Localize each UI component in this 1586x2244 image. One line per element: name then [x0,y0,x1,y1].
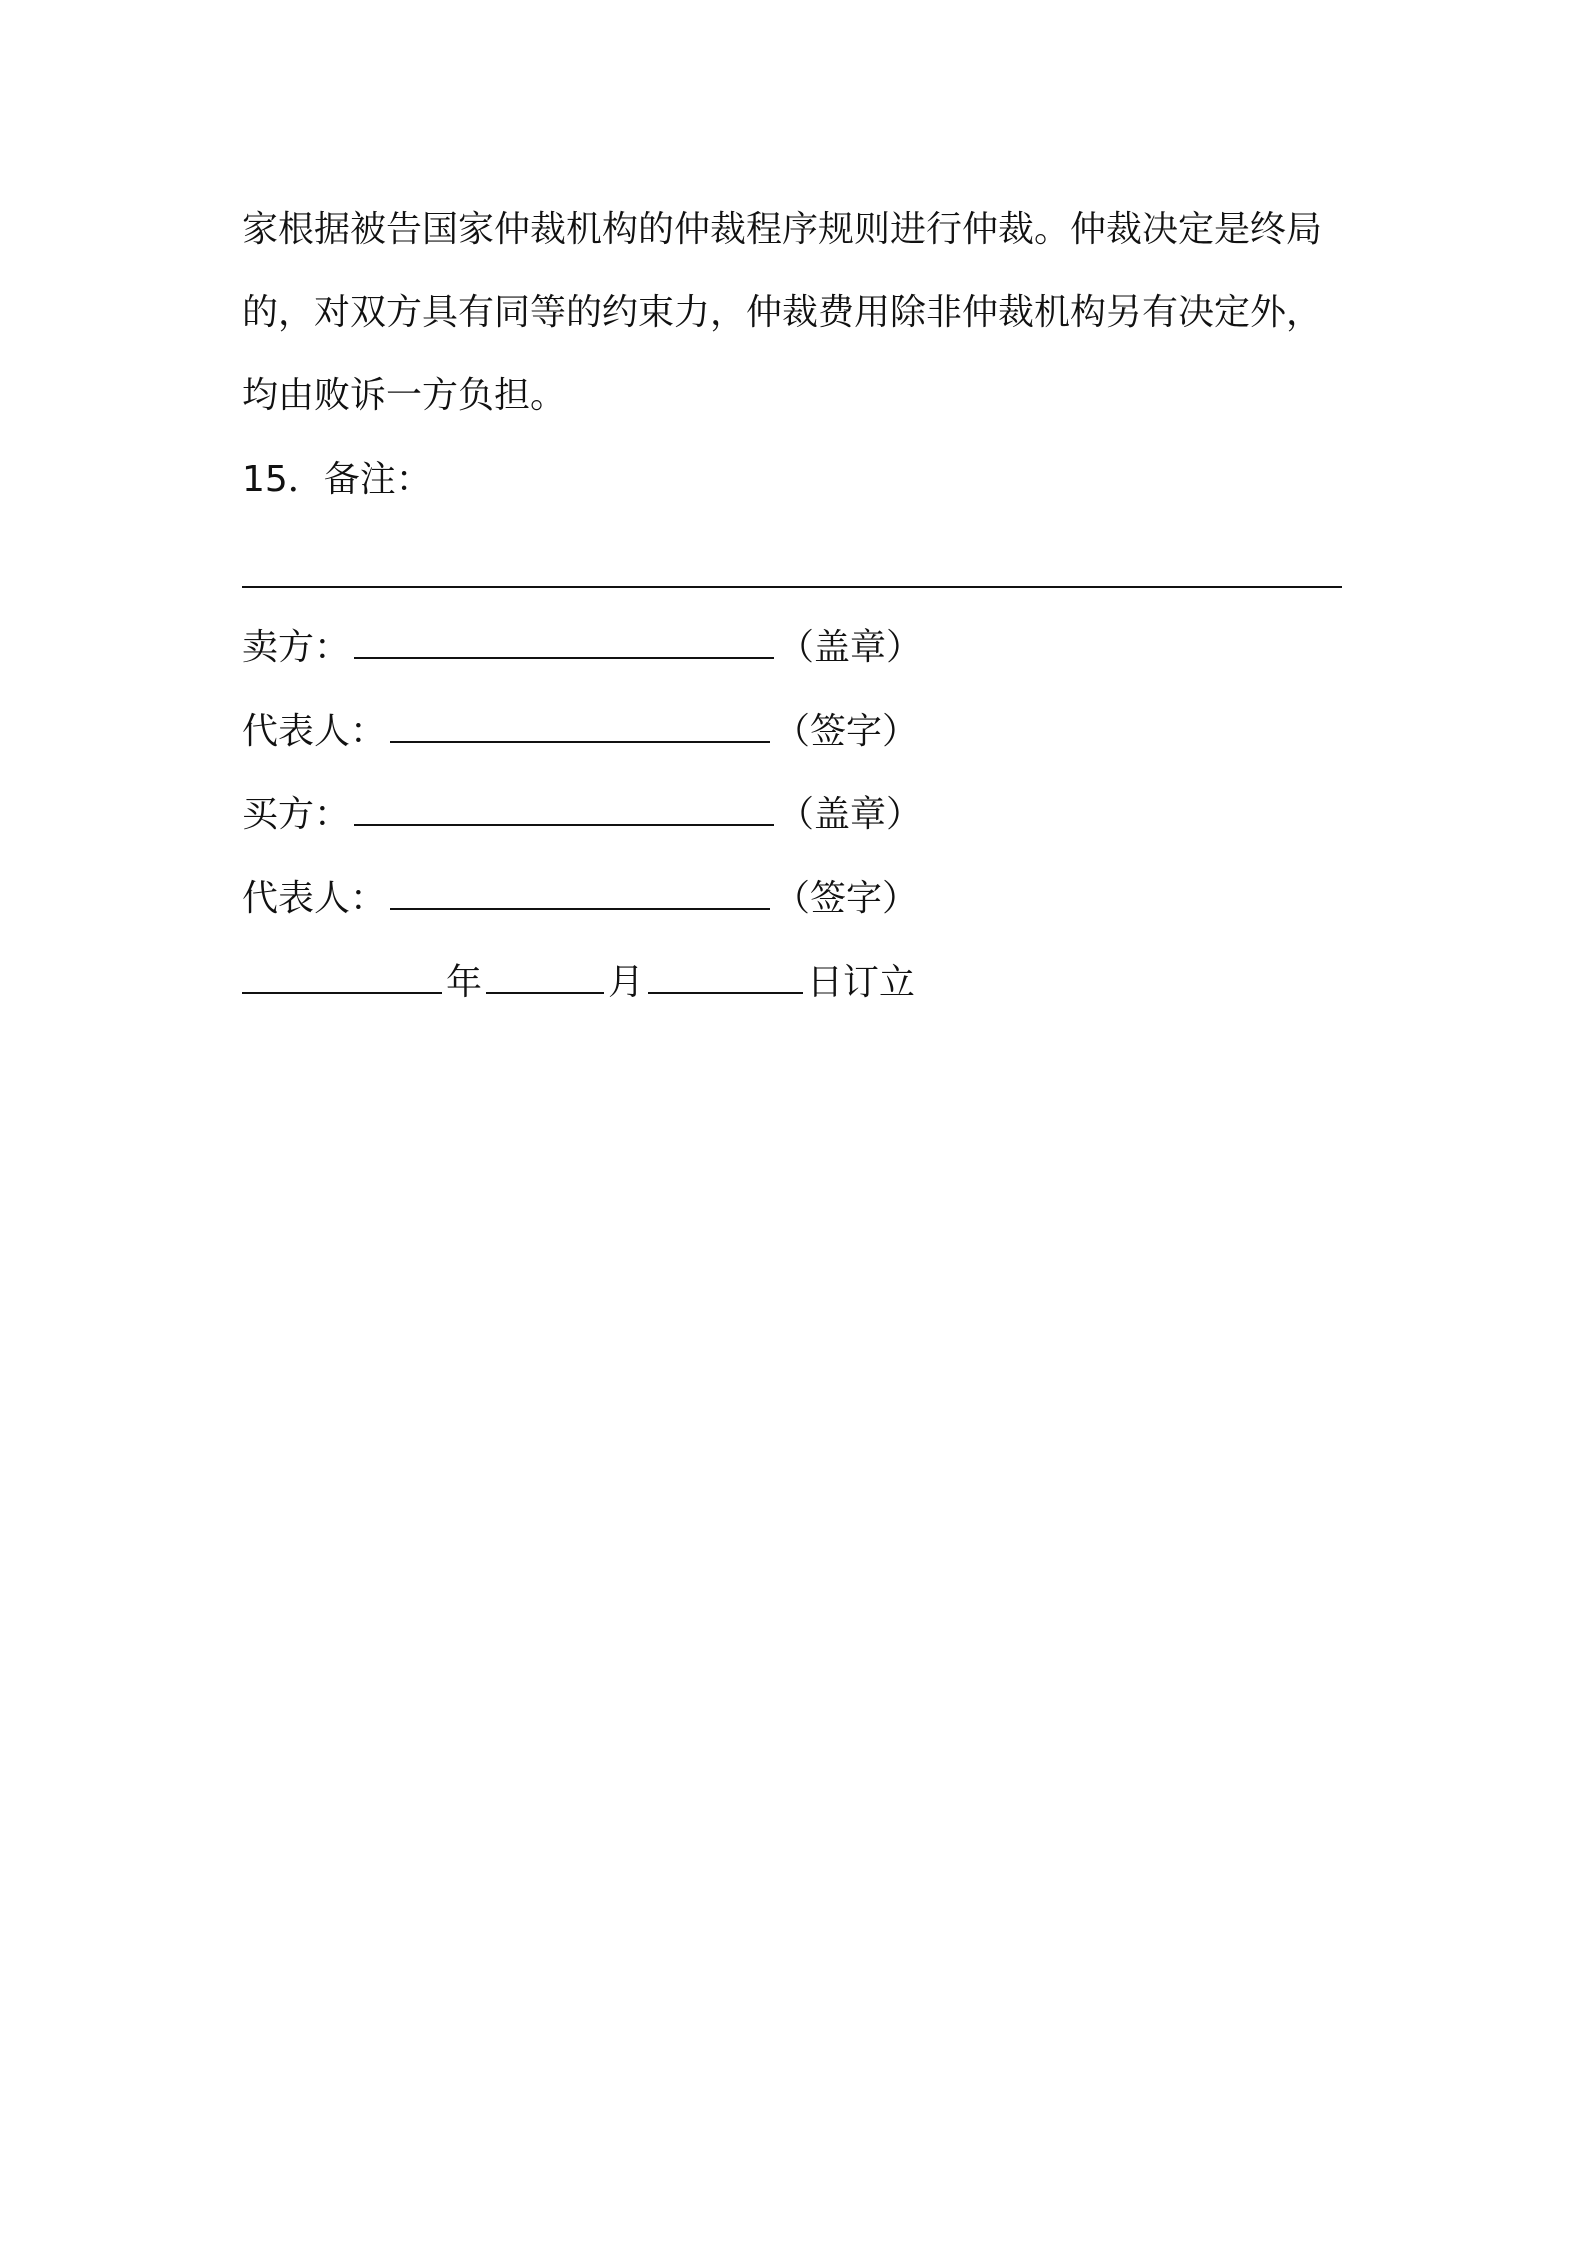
buyer-blank [354,794,774,826]
day-blank [648,962,803,994]
year-label: 年 [446,962,483,1003]
seller-rep-signature-row [242,710,918,754]
paragraph-line-2: 的，对双方具有同等的约束力，仲裁费用除非仲裁机构另有决定外， [242,292,1323,333]
seller-label: 卖方： [242,627,351,668]
buyer-note: （盖章） [778,794,923,835]
buyer-label: 买方： [242,794,351,835]
seller-rep-label: 代表人： [242,711,387,752]
buyer-signature-row [242,793,922,837]
month-label: 月 [608,962,645,1003]
remarks-label: 15．备注： [242,459,432,500]
buyer-rep-signature-row [242,877,918,921]
paragraph-line-3: 均由败诉一方负担。 [242,375,567,416]
date-row [242,961,915,1005]
seller-note: （盖章） [778,627,923,668]
seller-blank [354,627,774,659]
seller-signature-row [242,626,922,670]
seller-rep-blank [390,711,770,743]
remarks-blank-line [242,586,1342,588]
buyer-rep-label: 代表人： [242,878,387,919]
buyer-rep-blank [390,878,770,910]
day-label: 日订立 [807,962,916,1003]
seller-rep-note: （签字） [774,711,919,752]
month-blank [486,962,604,994]
buyer-rep-note: （签字） [774,878,919,919]
year-blank [242,962,442,994]
paragraph-line-1: 家根据被告国家仲裁机构的仲裁程序规则进行仲裁。仲裁决定是终局 [242,209,1323,250]
